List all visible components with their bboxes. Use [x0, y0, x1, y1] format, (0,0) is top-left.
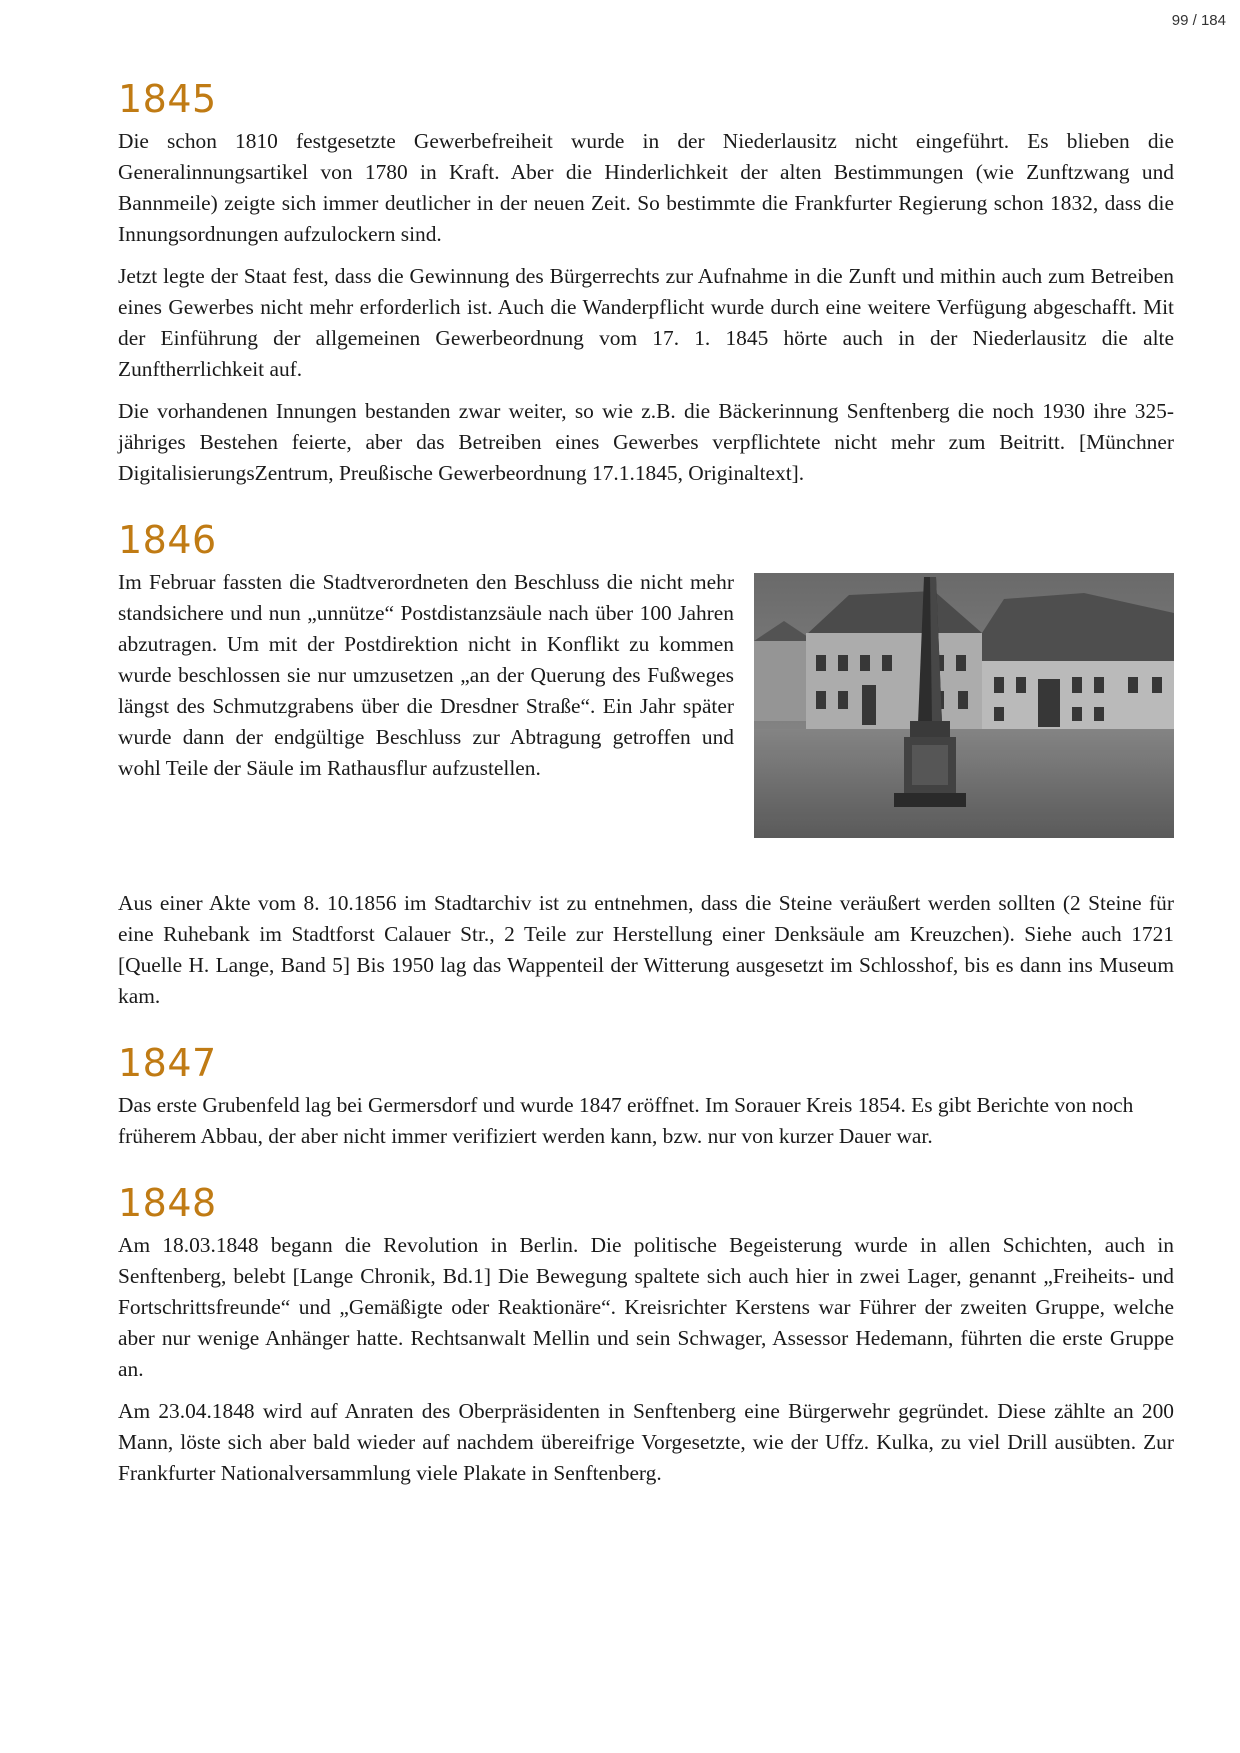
- text-with-photo: [118, 567, 1174, 838]
- paragraph: Das erste Grubenfeld lag bei Germersdorf und wurde 1847 eröffnet. Im Sorauer Kreis 1854. Es gibt Berichte von noch früherem Abbau, der aber nicht immer verifiziert werden kann, bzw. nur von kurzer Dauer war.: [118, 1093, 1134, 1148]
- paragraph: Die vorhandenen Innungen bestanden zwar weiter, so wie z.B. die Bäckerinnung Senftenberg die noch 1930 ihre 325- jähriges Bestehen feierte, aber das Betreiben eines Gewerbes verpflichtete nicht mehr zum Beitritt. [Münchner DigitalisierungsZentrum, Preußische Gewerbeordnung 17.1.1845, Originaltext].: [118, 399, 1174, 485]
- document-body: [118, 76, 1174, 1517]
- section-1845: [118, 76, 1174, 489]
- paragraph: Im Februar fassten die Stadtverordneten den Beschluss die nicht mehr standsichere und nun „unnütze“ Postdistanzsäule nach über 100 Jahren abzutragen. Um mit der Postdirektion nicht in Konflikt zu kommen wurde beschlossen sie nur umzusetzen „an der Querung des Fußweges längst des Schmutzgrabens über die Dresdner Straße“. Ein Jahr später wurde dann der endgültige Beschluss zur Abtragung getroffen und wohl Teile der Säule im Rathausflur aufzustellen.: [118, 570, 734, 780]
- paragraph: Jetzt legte der Staat fest, dass die Gewinnung des Bürgerrechts zur Aufnahme in die Zunft und mithin auch zum Betreiben eines Gewerbes nicht mehr erforderlich ist. Auch die Wanderpflicht wurde durch eine weitere Verfügung abgeschafft. Mit der Einführung der allgemeinen Gewerbeordnung vom 17. 1. 1845 hörte auch in der Niederlausitz die alte Zunftherrlichkeit auf.: [118, 264, 1174, 381]
- paragraph: Die schon 1810 festgesetzte Gewerbefreiheit wurde in der Niederlausitz nicht eingeführt. Es blieben die Generalinnungsartikel von 1780 in Kraft. Aber die Hinderlichkeit der alten Bestimmungen (wie Zunftzwang und Bannmeile) zeigte sich immer deutlicher in der neuen Zeit. So bestimmte die Frankfurter Regierung schon 1832, dass die Innungsordnungen aufzulockern sind.: [118, 129, 1174, 246]
- paragraph: Aus einer Akte vom 8. 10.1856 im Stadtarchiv ist zu entnehmen, dass die Steine veräußert werden sollten (2 Steine für eine Ruhebank im Stadtforst Calauer Str., 2 Teile zur Herstellung einer Denksäule am Kreuzchen). Siehe auch 1721 [Quelle H. Lange, Band 5] Bis 1950 lag das Wappenteil der Witterung ausgesetzt im Schlosshof, bis es dann ins Museum kam.: [118, 891, 1174, 1008]
- paragraph: Am 23.04.1848 wird auf Anraten des Oberpräsidenten in Senftenberg eine Bürgerwehr gegründet. Diese zählte an 200 Mann, löste sich aber bald wieder auf nachdem übereifrige Vorgesetzte, wie der Uffz. Kulka, zu viel Drill ausübten. Zur Frankfurter Nationalversammlung viele Plakate in Senftenberg.: [118, 1399, 1174, 1485]
- section-heading-1846: 1846: [118, 518, 217, 562]
- section-heading-1847: 1847: [118, 1041, 217, 1085]
- section-heading-1848: 1848: [118, 1181, 217, 1225]
- section-1847: [118, 1040, 1174, 1152]
- section-1848: [118, 1180, 1174, 1489]
- section-heading-1845: 1845: [118, 77, 217, 121]
- page-number: 99 / 184: [1171, 12, 1226, 29]
- postdistanzsaeule-photo: [754, 573, 1174, 838]
- section-1846: [118, 517, 1174, 1012]
- photo-side-text: [118, 567, 734, 784]
- paragraph: Am 18.03.1848 begann die Revolution in Berlin. Die politische Begeisterung wurde in allen Schichten, auch in Senftenberg, belebt [Lange Chronik, Bd.1] Die Bewegung spaltete sich auch hier in zwei Lager, genannt „Freiheits- und Fortschrittsfreunde“ und „Gemäßigte oder Reaktionäre“. Kreisrichter Kerstens war Führer der zweiten Gruppe, welche aber nur wenige Anhänger hatte. Rechtsanwalt Mellin und sein Schwager, Assessor Hedemann, führten die erste Gruppe an.: [118, 1233, 1174, 1381]
